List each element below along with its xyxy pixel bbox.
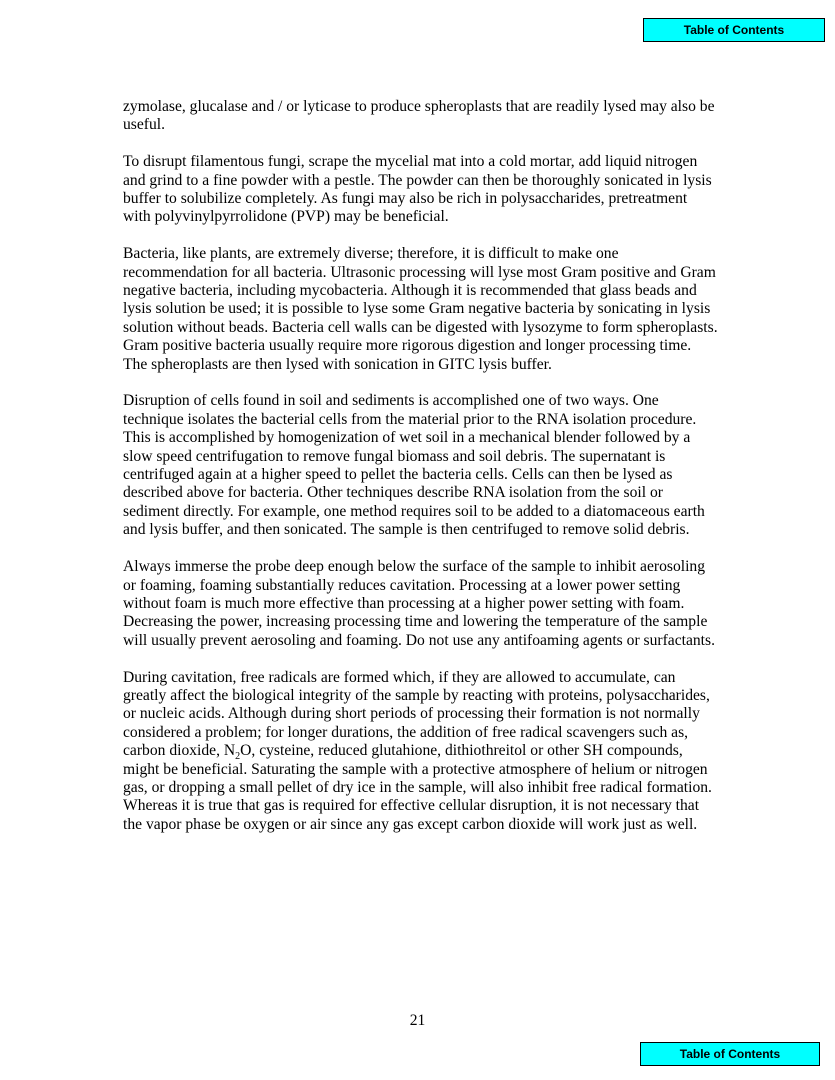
page-number: 21 xyxy=(409,1012,426,1029)
table-of-contents-button-top[interactable]: Table of Contents xyxy=(643,18,825,42)
free-radicals-text-before: During cavitation, free radicals are formed which, if they are allowed to accumulate, can greatly affect the biological integrity of the sample by reacting with proteins, polysaccharides, or nucleic acids. Although during short periods of processing their formation is not normally considered a problem; for longer durations, the addition of free radical scavengers such as, carbon dioxide, N xyxy=(123,668,710,760)
document-body xyxy=(123,98,718,853)
paragraph-enzymes: zymolase, glucalase and / or lyticase to produce spheroplasts that are readily lysed may also be useful. xyxy=(123,98,715,134)
paragraph-foaming: Always immerse the probe deep enough below the surface of the sample to inhibit aerosoling or foaming, foaming substantially reduces cavitation. Processing at a lower power setting without foam is much more effective than processing at a higher power setting with foam. Decreasing the power, increasing processing time and lowering the temperature of the sample will usually prevent aerosoling and foaming. Do not use any antifoaming agents or surfactants. xyxy=(123,558,715,649)
subscript-2: 2 xyxy=(235,751,241,763)
paragraph-free-radicals xyxy=(123,669,718,835)
free-radicals-text-after: O, cysteine, reduced glutahione, dithiothreitol or other SH compounds, might be beneficial. Saturating the sample with a protective atmosphere of helium or nitrogen gas, or dropping a small pellet of dry ice in the sample, will also inhibit free radical formation. Whereas it is true that gas is required for effective cellular disruption, it is not necessary that the vapor phase be oxygen or air since any gas except carbon dioxide will work just as well. xyxy=(123,742,712,833)
paragraph-soil-sediments: Disruption of cells found in soil and sediments is accomplished one of two ways. One technique isolates the bacterial cells from the material prior to the RNA isolation procedure. This is accomplished by homogenization of wet soil in a mechanical blender followed by a slow speed centrifugation to remove fungal biomass and soil debris. The supernatant is centrifuged again at a higher speed to pellet the bacteria cells. Cells can then be lysed as described above for bacteria. Other techniques describe RNA isolation from the soil or sediment directly. For example, one method requires soil to be added to a diatomaceous earth and lysis buffer, and then sonicated. The sample is then centrifuged to remove solid debris. xyxy=(123,392,705,539)
table-of-contents-button-bottom[interactable]: Table of Contents xyxy=(640,1042,820,1066)
paragraph-bacteria: Bacteria, like plants, are extremely diverse; therefore, it is difficult to make one recommendation for all bacteria. Ultrasonic processing will lyse most Gram positive and Gram negative bacteria, including mycobacteria. Although it is recommended that glass beads and lysis solution be used; it is possible to lyse some Gram negative bacteria by sonicating in lysis solution without beads. Bacteria cell walls can be digested with lysozyme to form spheroplasts. Gram positive bacteria usually require more rigorous digestion and longer processing time. The spheroplasts are then lysed with sonication in GITC lysis buffer. xyxy=(123,245,718,373)
paragraph-fungi: To disrupt filamentous fungi, scrape the mycelial mat into a cold mortar, add liquid nitrogen and grind to a fine powder with a pestle. The powder can then be thoroughly sonicated in lysis buffer to solubilize completely. As fungi may also be rich in polysaccharides, pretreatment with polyvinylpyrrolidone (PVP) may be beneficial. xyxy=(123,153,712,226)
